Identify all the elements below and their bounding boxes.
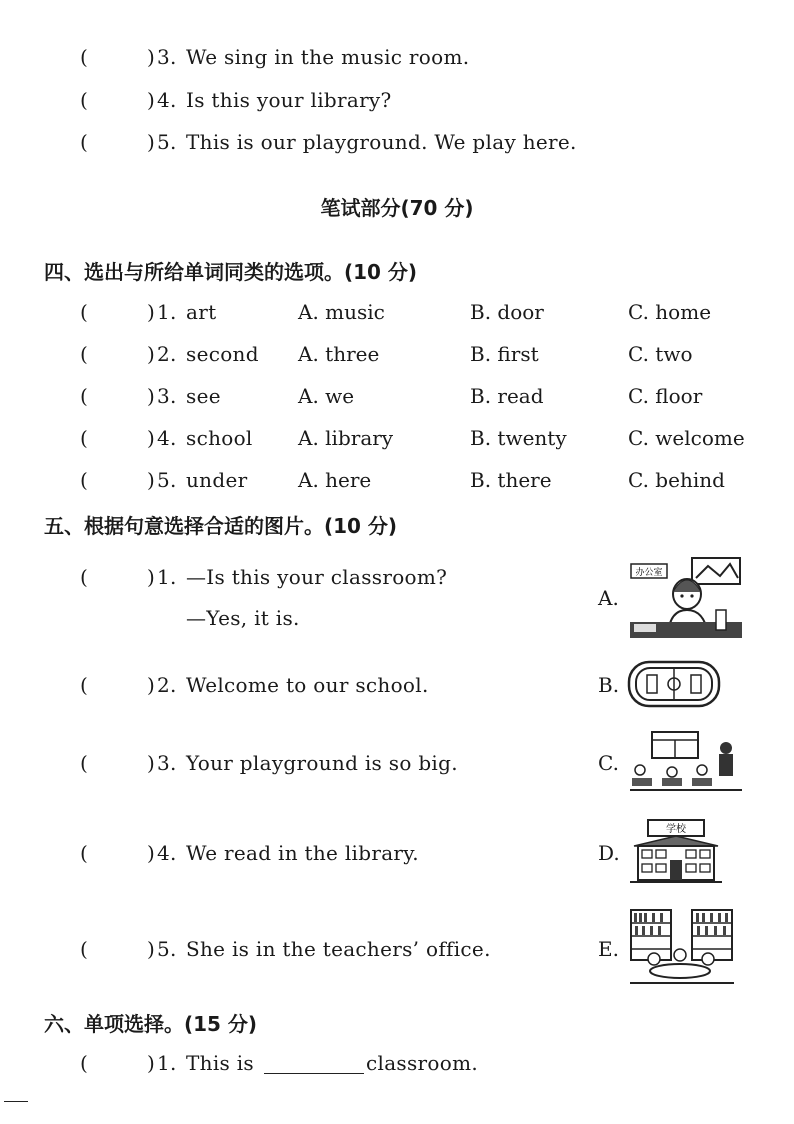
question-text: Your playground is so big. — [186, 751, 458, 775]
section-6-heading: 六、单项选择。(15 分) — [44, 1012, 258, 1036]
answer-paren-close: ) — [147, 88, 155, 112]
answer-paren-close: ) — [147, 751, 155, 775]
answer-paren-close: ) — [147, 342, 155, 366]
option-b: B. door — [470, 300, 544, 324]
question-number: 1. — [157, 565, 177, 589]
school-sign-text: 学校 — [666, 824, 686, 835]
picture-label-b: B. — [598, 673, 620, 697]
answer-paren-close: ) — [147, 300, 155, 324]
question-number: 3. — [157, 45, 177, 69]
picture-label-a: A. — [598, 586, 619, 610]
given-word: see — [186, 384, 221, 408]
answer-paren-close: ) — [147, 841, 155, 865]
question-number: 1. — [157, 300, 177, 324]
question-number: 4. — [157, 88, 177, 112]
question-number: 2. — [157, 673, 177, 697]
question-text: This is our playground. We play here. — [186, 130, 577, 154]
answer-paren-open: ( — [80, 88, 88, 112]
question-text: We read in the library. — [186, 841, 419, 865]
answer-paren-open: ( — [80, 468, 88, 492]
option-b: B. there — [470, 468, 552, 492]
question-text: She is in the teachers’ office. — [186, 937, 491, 961]
library-picture — [630, 909, 734, 985]
option-c: C. home — [628, 300, 712, 324]
answer-paren-close: ) — [147, 673, 155, 697]
answer-paren-close: ) — [147, 1051, 155, 1075]
option-a: A. we — [298, 384, 355, 408]
option-c: C. welcome — [628, 426, 745, 450]
answer-paren-open: ( — [80, 841, 88, 865]
picture-label-c: C. — [598, 751, 619, 775]
picture-label-d: D. — [598, 841, 620, 865]
fill-in-blank — [264, 1053, 364, 1074]
answer-paren-open: ( — [80, 1051, 88, 1075]
section-4-heading: 四、选出与所给单词同类的选项。(10 分) — [44, 260, 418, 284]
given-word: under — [186, 468, 248, 492]
given-word: second — [186, 342, 259, 366]
option-a: A. library — [298, 426, 394, 450]
school-building-picture — [630, 818, 722, 886]
answer-paren-close: ) — [147, 45, 155, 69]
option-c: C. behind — [628, 468, 725, 492]
answer-paren-open: ( — [80, 342, 88, 366]
option-b: B. first — [470, 342, 539, 366]
question-answer-line: —Yes, it is. — [186, 606, 300, 630]
question-number: 5. — [157, 937, 177, 961]
question-number: 5. — [157, 130, 177, 154]
answer-paren-open: ( — [80, 673, 88, 697]
answer-paren-close: ) — [147, 426, 155, 450]
option-b: B. read — [470, 384, 544, 408]
answer-paren-close: ) — [147, 565, 155, 589]
given-word: school — [186, 426, 253, 450]
written-part-title: 笔试部分(70 分) — [320, 196, 474, 220]
option-c: C. two — [628, 342, 693, 366]
answer-paren-close: ) — [147, 468, 155, 492]
question-text-after: classroom. — [366, 1051, 479, 1075]
option-c: C. floor — [628, 384, 703, 408]
question-text-before: This is — [186, 1051, 254, 1075]
answer-paren-close: ) — [147, 384, 155, 408]
question-text: Is this your library? — [186, 88, 392, 112]
option-a: A. here — [298, 468, 372, 492]
answer-paren-open: ( — [80, 751, 88, 775]
question-text: Welcome to our school. — [186, 673, 429, 697]
footer-rule — [4, 1101, 28, 1102]
given-word: art — [186, 300, 217, 324]
answer-paren-open: ( — [80, 565, 88, 589]
question-text: We sing in the music room. — [186, 45, 470, 69]
question-number: 4. — [157, 841, 177, 865]
answer-paren-open: ( — [80, 426, 88, 450]
answer-paren-open: ( — [80, 130, 88, 154]
teachers-office-picture — [630, 554, 742, 638]
option-a: A. three — [298, 342, 380, 366]
option-b: B. twenty — [470, 426, 567, 450]
answer-paren-open: ( — [80, 300, 88, 324]
classroom-picture — [630, 730, 742, 792]
answer-paren-open: ( — [80, 45, 88, 69]
question-text: —Is this your classroom? — [186, 565, 448, 589]
answer-paren-close: ) — [147, 130, 155, 154]
question-number: 1. — [157, 1051, 177, 1075]
answer-paren-close: ) — [147, 937, 155, 961]
picture-label-e: E. — [598, 937, 619, 961]
answer-paren-open: ( — [80, 384, 88, 408]
office-sign-text: 办公室 — [635, 568, 663, 578]
question-number: 3. — [157, 384, 177, 408]
answer-paren-open: ( — [80, 937, 88, 961]
question-number: 3. — [157, 751, 177, 775]
question-number: 5. — [157, 468, 177, 492]
question-number: 4. — [157, 426, 177, 450]
playground-picture — [627, 660, 721, 708]
section-5-heading: 五、根据句意选择合适的图片。(10 分) — [44, 514, 398, 538]
option-a: A. music — [298, 300, 385, 324]
question-number: 2. — [157, 342, 177, 366]
